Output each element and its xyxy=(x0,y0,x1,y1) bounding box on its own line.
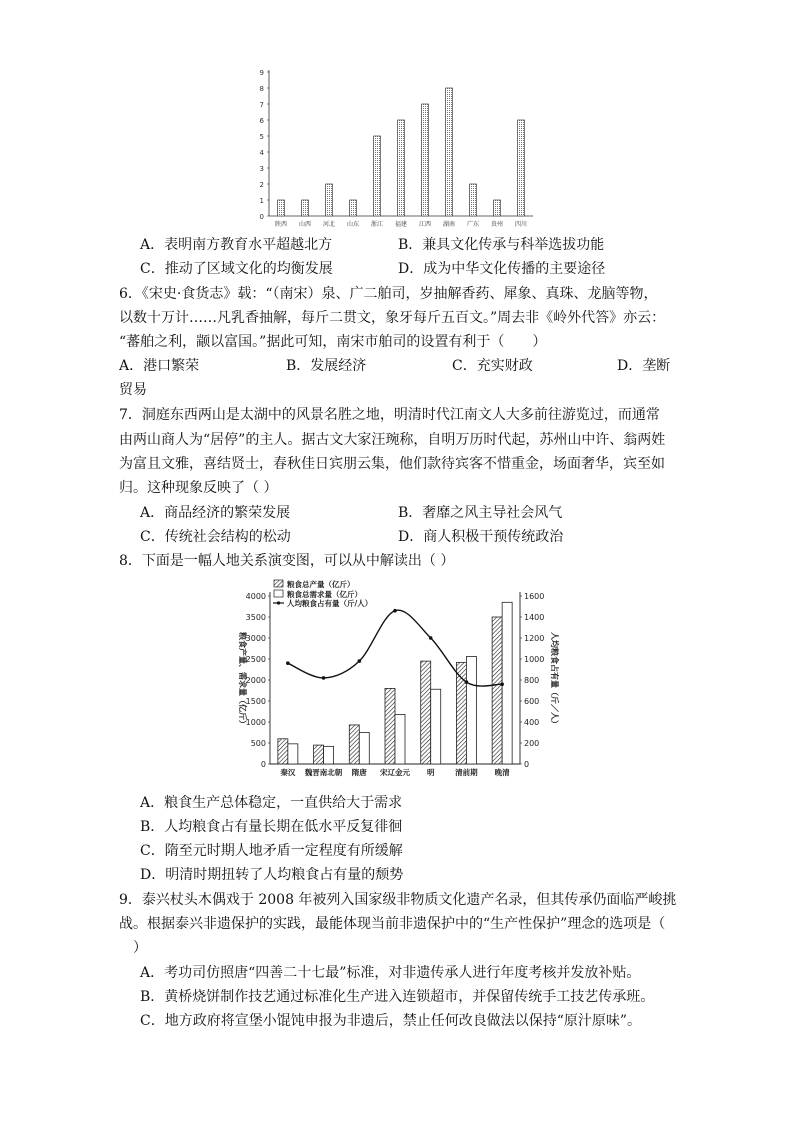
chart2-bar-demand xyxy=(359,733,369,765)
chart1-bar xyxy=(350,200,357,216)
chart1-bar xyxy=(302,200,309,216)
chart2-left-tick-label: 3000 xyxy=(245,634,266,643)
q5-option-b[interactable]: B．兼具文化传承与科举选拔功能 xyxy=(398,237,605,253)
chart1-bar xyxy=(470,184,477,216)
chart2-bar-production xyxy=(421,661,431,764)
q5-option-c[interactable]: C．推动了区域文化的均衡发展 xyxy=(140,261,333,277)
q6-option-b[interactable]: B．发展经济 xyxy=(286,358,367,374)
chart1-bar xyxy=(278,200,285,216)
q9-stem-line1: 9．泰兴杖头木偶戏于 2008 年被列入国家级非物质文化遗产名录，但其传承仍面临严峻挑 xyxy=(119,892,677,908)
chart2-bar-production xyxy=(385,688,395,764)
chart2-bar-production xyxy=(278,739,288,764)
q5-option-d[interactable]: D．成为中华文化传播的主要途径 xyxy=(398,261,606,277)
chart2-legend-swatch-demand xyxy=(274,590,283,597)
chart1-bar xyxy=(422,104,429,216)
chart2-bar-production xyxy=(349,725,359,764)
chart1-x-tick-label: 山东 xyxy=(346,221,360,228)
chart1-bar xyxy=(398,120,405,216)
chart1-x-tick-label: 陕西 xyxy=(274,221,288,228)
chart1-y-tick-label: 7 xyxy=(259,101,264,109)
chart1-x-tick-label: 四川 xyxy=(514,221,528,228)
education-bar-chart xyxy=(255,66,535,230)
chart2-left-tick-label: 2500 xyxy=(245,655,266,664)
chart2-bar-demand xyxy=(395,714,405,764)
chart2-bar-demand xyxy=(431,689,441,764)
chart1-x-tick-label: 山西 xyxy=(298,221,312,228)
q7-option-c[interactable]: C．传统社会结构的松动 xyxy=(140,529,291,545)
chart1-y-tick-label: 0 xyxy=(259,213,264,221)
q8-option-c[interactable]: C．隋至元时期人地矛盾一定程度有所缓解 xyxy=(140,843,403,859)
chart1-bar xyxy=(494,200,501,216)
chart2-x-tick-label: 隋唐 xyxy=(351,768,367,777)
q8-option-d[interactable]: D．明清时期扭转了人均粮食占有量的颓势 xyxy=(140,867,404,883)
chart2-left-tick-label: 1500 xyxy=(245,697,266,706)
chart1-bar xyxy=(374,136,381,216)
chart1-x-tick-label: 福建 xyxy=(394,221,408,228)
chart2-bar-demand xyxy=(288,744,298,764)
chart2-right-tick-label: 200 xyxy=(524,739,540,748)
q9-option-b[interactable]: B．黄桥烧饼制作技艺通过标准化生产进入连锁超市，并保留传统手工技艺传承班。 xyxy=(140,989,655,1005)
chart2-x-tick-label: 明 xyxy=(426,768,435,777)
chart2-left-tick-label: 4000 xyxy=(245,592,266,601)
chart2-right-tick-label: 0 xyxy=(524,760,530,769)
chart2-per-capita-point xyxy=(357,659,361,663)
chart2-per-capita-point xyxy=(500,682,504,686)
chart2-right-axis-label: 人均粮食占有量（斤／人） xyxy=(550,632,559,728)
chart2-bar-production xyxy=(492,617,502,764)
q6-stem-line3: “蕃舶之利，颛以富国。”据此可知，南宋市舶司的设置有利于（ ） xyxy=(119,334,547,350)
chart2-left-tick-label: 3500 xyxy=(245,613,266,622)
chart2-x-tick-label: 清前期 xyxy=(455,768,478,777)
chart1-bar xyxy=(326,184,333,216)
chart2-x-tick-label: 魏晋南北朝 xyxy=(304,768,343,777)
chart1-x-tick-label: 江西 xyxy=(418,221,432,228)
chart2-left-tick-label: 2000 xyxy=(245,676,266,685)
chart1-y-tick-label: 4 xyxy=(259,149,264,157)
q6-option-d[interactable]: D．垄断 xyxy=(617,358,671,374)
chart2-per-capita-point xyxy=(286,661,290,665)
q9-stem-line3: ） xyxy=(119,940,147,956)
chart2-right-tick-label: 400 xyxy=(524,718,540,727)
q9-option-c[interactable]: C．地方政府将宣堡小馄饨申报为非遗后，禁止任何改良做法以保持“原汁原味”。 xyxy=(140,1013,642,1029)
q6-option-d-continued: 贸易 xyxy=(119,382,147,398)
q8-stem: 8．下面是一幅人地关系演变图，可以从中解读出（ ） xyxy=(119,553,455,569)
chart1-y-tick-label: 6 xyxy=(259,117,264,125)
chart1-y-tick-label: 2 xyxy=(259,181,264,189)
chart2-left-tick-label: 1000 xyxy=(245,718,266,727)
chart2-legend-demand: 粮食总需求量（亿斤） xyxy=(287,590,362,599)
chart2-left-tick-label: 0 xyxy=(260,760,266,769)
q8-option-b[interactable]: B．人均粮食占有量长期在低水平反复徘徊 xyxy=(140,819,403,835)
chart2-legend-swatch-production xyxy=(274,580,283,587)
chart2-right-tick-label: 800 xyxy=(524,676,540,685)
q6-option-c[interactable]: C．充实财政 xyxy=(452,358,533,374)
q6-option-a[interactable]: A．港口繁荣 xyxy=(119,358,200,374)
chart2-x-tick-label: 宋辽金元 xyxy=(380,768,410,777)
q6-stem-line2: 以数十万计……凡乳香抽解，每斤二贯文，象牙每斤五百文。”周去非《岭外代答》亦云： xyxy=(119,310,666,326)
chart2-right-tick-label: 1200 xyxy=(524,634,545,643)
chart1-x-tick-label: 河北 xyxy=(322,221,336,228)
chart1-y-tick-label: 5 xyxy=(259,133,264,141)
chart2-x-tick-label: 秦汉 xyxy=(280,768,296,777)
q9-stem-line2: 战。根据泰兴非遗保护的实践，最能体现当前非遗保护中的“生产性保护”理念的选项是（ xyxy=(119,916,666,932)
chart2-legend-per-capita: 人均粮食占有量（斤/人） xyxy=(287,599,373,608)
chart1-bar xyxy=(446,88,453,216)
chart1-x-tick-label: 浙江 xyxy=(370,221,384,228)
chart1-x-tick-label: 湖南 xyxy=(442,221,456,228)
chart2-left-tick-label: 500 xyxy=(250,739,266,748)
chart2-per-capita-point xyxy=(465,680,469,684)
q7-option-b[interactable]: B．奢靡之风主导社会风气 xyxy=(398,505,563,521)
chart2-right-tick-label: 1400 xyxy=(524,613,545,622)
q6-stem-line1: 6．《宋史·食货志》载：“（南宋）泉、广二舶司，岁抽解香药、犀象、真珠、龙脑等物， xyxy=(119,286,658,302)
chart1-y-tick-label: 8 xyxy=(259,85,264,93)
chart1-y-tick-label: 1 xyxy=(259,197,264,205)
chart2-per-capita-point xyxy=(322,676,326,680)
q9-option-a[interactable]: A．考功司仿照唐“四善二十七最”标准，对非遗传承人进行年度考核并发放补贴。 xyxy=(140,965,641,981)
chart2-x-tick-label: 晚清 xyxy=(494,768,510,777)
chart1-x-tick-label: 广东 xyxy=(466,221,480,228)
q7-stem-line1: 7．洞庭东西两山是太湖中的风景名胜之地，明清时代江南文人大多前往游览过，而通常 xyxy=(119,407,660,423)
chart2-left-axis-label: 粮食产量、需求量（亿斤） xyxy=(238,632,247,728)
chart2-legend-swatch-point xyxy=(277,601,280,604)
chart2-legend-production: 粮食总产量（亿斤） xyxy=(287,580,355,589)
chart2-right-tick-label: 600 xyxy=(524,697,540,706)
q7-stem-line4: 归。这种现象反映了（ ） xyxy=(119,480,278,496)
q5-option-a[interactable]: A．表明南方教育水平超越北方 xyxy=(140,237,333,253)
chart2-right-tick-label: 1000 xyxy=(524,655,545,664)
chart2-per-capita-point xyxy=(429,636,433,640)
chart2-bar-demand xyxy=(466,656,476,764)
chart1-x-tick-label: 贵州 xyxy=(490,221,504,228)
chart1-bar xyxy=(518,120,525,216)
q7-option-d[interactable]: D．商人积极干预传统政治 xyxy=(398,529,564,545)
q8-option-a[interactable]: A．粮食生产总体稳定，一直供给大于需求 xyxy=(140,795,403,811)
chart1-y-tick-label: 9 xyxy=(259,69,264,77)
chart2-bar-demand xyxy=(502,602,512,764)
q7-stem-line3: 为富且文雅，喜结贤士，春秋佳日宾朋云集，他们款待宾客不惜重金，场面奢华，宾至如 xyxy=(119,456,665,472)
population-grain-chart xyxy=(230,578,560,786)
chart2-right-tick-label: 1600 xyxy=(524,592,545,601)
chart2-per-capita-point xyxy=(393,609,397,613)
chart2-bar-production xyxy=(314,745,324,764)
chart2-bar-demand xyxy=(324,746,334,764)
chart1-y-tick-label: 3 xyxy=(259,165,264,173)
q7-stem-line2: 由两山商人为“居停”的主人。据古文大家汪琬称，自明万历时代起，苏州山中许、翁两姓 xyxy=(119,432,666,448)
q7-option-a[interactable]: A．商品经济的繁荣发展 xyxy=(140,505,291,521)
